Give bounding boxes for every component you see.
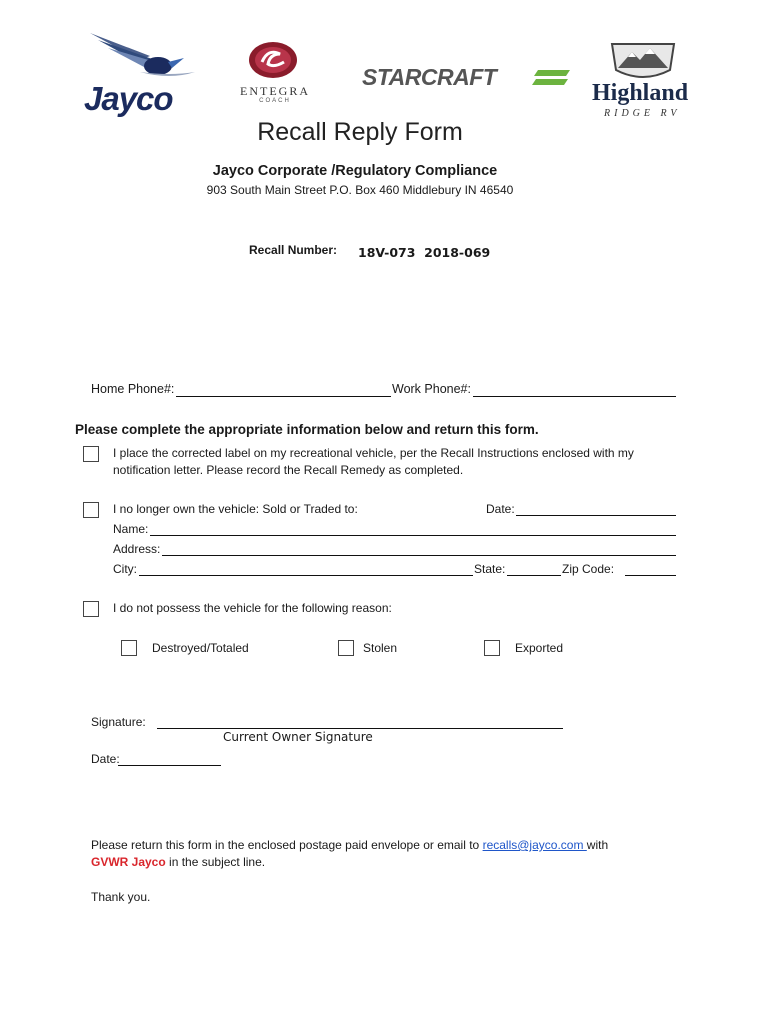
signature-date-label: Date: (91, 752, 120, 766)
jayco-wordmark: Jayco (84, 80, 173, 117)
destroyed-checkbox[interactable] (121, 640, 137, 656)
highland-ridge-logo (590, 40, 700, 122)
not-possess-checkbox[interactable] (83, 601, 99, 617)
stolen-label: Stolen (363, 641, 398, 655)
recall-number-value: 18V-073 2018-069 (358, 245, 491, 260)
entegra-logo (225, 40, 325, 112)
stolen-checkbox[interactable] (338, 640, 354, 656)
signature-caption: Current Owner Signature (223, 730, 373, 744)
home-phone-label: Home Phone#: (91, 382, 175, 396)
signature-label: Signature: (91, 715, 146, 729)
recalls-email-link[interactable]: recalls@jayco.com (482, 838, 587, 852)
highland-wordmark: Highland (592, 80, 689, 106)
starcraft-stripes-icon (532, 68, 572, 88)
buyer-address-label: Address: (113, 542, 161, 556)
starcraft-wordmark: STARCRAFT (362, 64, 497, 90)
ridge-rv-text: RIDGE RV (604, 108, 681, 119)
entegra-emblem-icon (248, 40, 298, 80)
return-text: Please return this form in the enclosed postage paid envelope or email to (91, 838, 483, 852)
buyer-state-label: State: (474, 562, 506, 576)
instructions-heading: Please complete the appropriate information below and return this form. (75, 422, 539, 437)
option-remedy-line2: notification letter. Please record the Recall Remedy as completed. (113, 463, 464, 477)
work-phone-label: Work Phone#: (392, 382, 471, 396)
no-longer-own-checkbox[interactable] (83, 502, 99, 518)
buyer-state-field[interactable] (507, 575, 561, 576)
option-remedy-line1: I place the corrected label on my recreational vehicle, per the Recall Instructions enclosed with my (113, 446, 634, 460)
home-phone-field[interactable] (176, 396, 391, 397)
destroyed-label: Destroyed/Totaled (152, 641, 249, 655)
starcraft-logo (362, 64, 577, 94)
mountain-shield-icon (608, 40, 678, 82)
subject-line-highlight: GVWR Jayco (91, 855, 166, 869)
recall-number-label: Recall Number: (249, 243, 338, 257)
return-with-text: with (586, 838, 609, 852)
subject-line-text: in the subject line. (165, 855, 266, 869)
buyer-name-field[interactable] (150, 535, 676, 536)
exported-label: Exported (515, 641, 564, 655)
no-longer-own-label: I no longer own the vehicle: Sold or Traded to: (113, 502, 358, 516)
return-instructions (91, 837, 691, 871)
buyer-city-label: City: (113, 562, 137, 576)
sold-date-field[interactable] (516, 515, 676, 516)
exported-checkbox[interactable] (484, 640, 500, 656)
buyer-name-label: Name: (113, 522, 149, 536)
form-title: Recall Reply Form (257, 118, 463, 146)
buyer-address-field[interactable] (162, 555, 676, 556)
buyer-zip-label: Zip Code: (562, 562, 615, 576)
sold-date-label: Date: (486, 502, 515, 516)
buyer-city-field[interactable] (139, 575, 473, 576)
jayco-bird-icon (80, 28, 200, 88)
work-phone-field[interactable] (473, 396, 676, 397)
signature-field[interactable] (157, 728, 563, 729)
entegra-coach-text: COACH (259, 98, 291, 104)
company-name: Jayco Corporate /Regulatory Compliance (212, 163, 498, 179)
not-possess-label: I do not possess the vehicle for the following reason: (113, 601, 392, 615)
buyer-zip-field[interactable] (625, 575, 676, 576)
signature-date-field[interactable] (118, 765, 221, 766)
entegra-wordmark: ENTEGRA (240, 84, 310, 98)
jayco-logo (80, 28, 200, 118)
remedy-completed-checkbox[interactable] (83, 446, 99, 462)
company-address: 903 South Main Street P.O. Box 460 Middlebury IN 46540 (206, 183, 514, 197)
thank-you-text: Thank you. (91, 890, 151, 904)
